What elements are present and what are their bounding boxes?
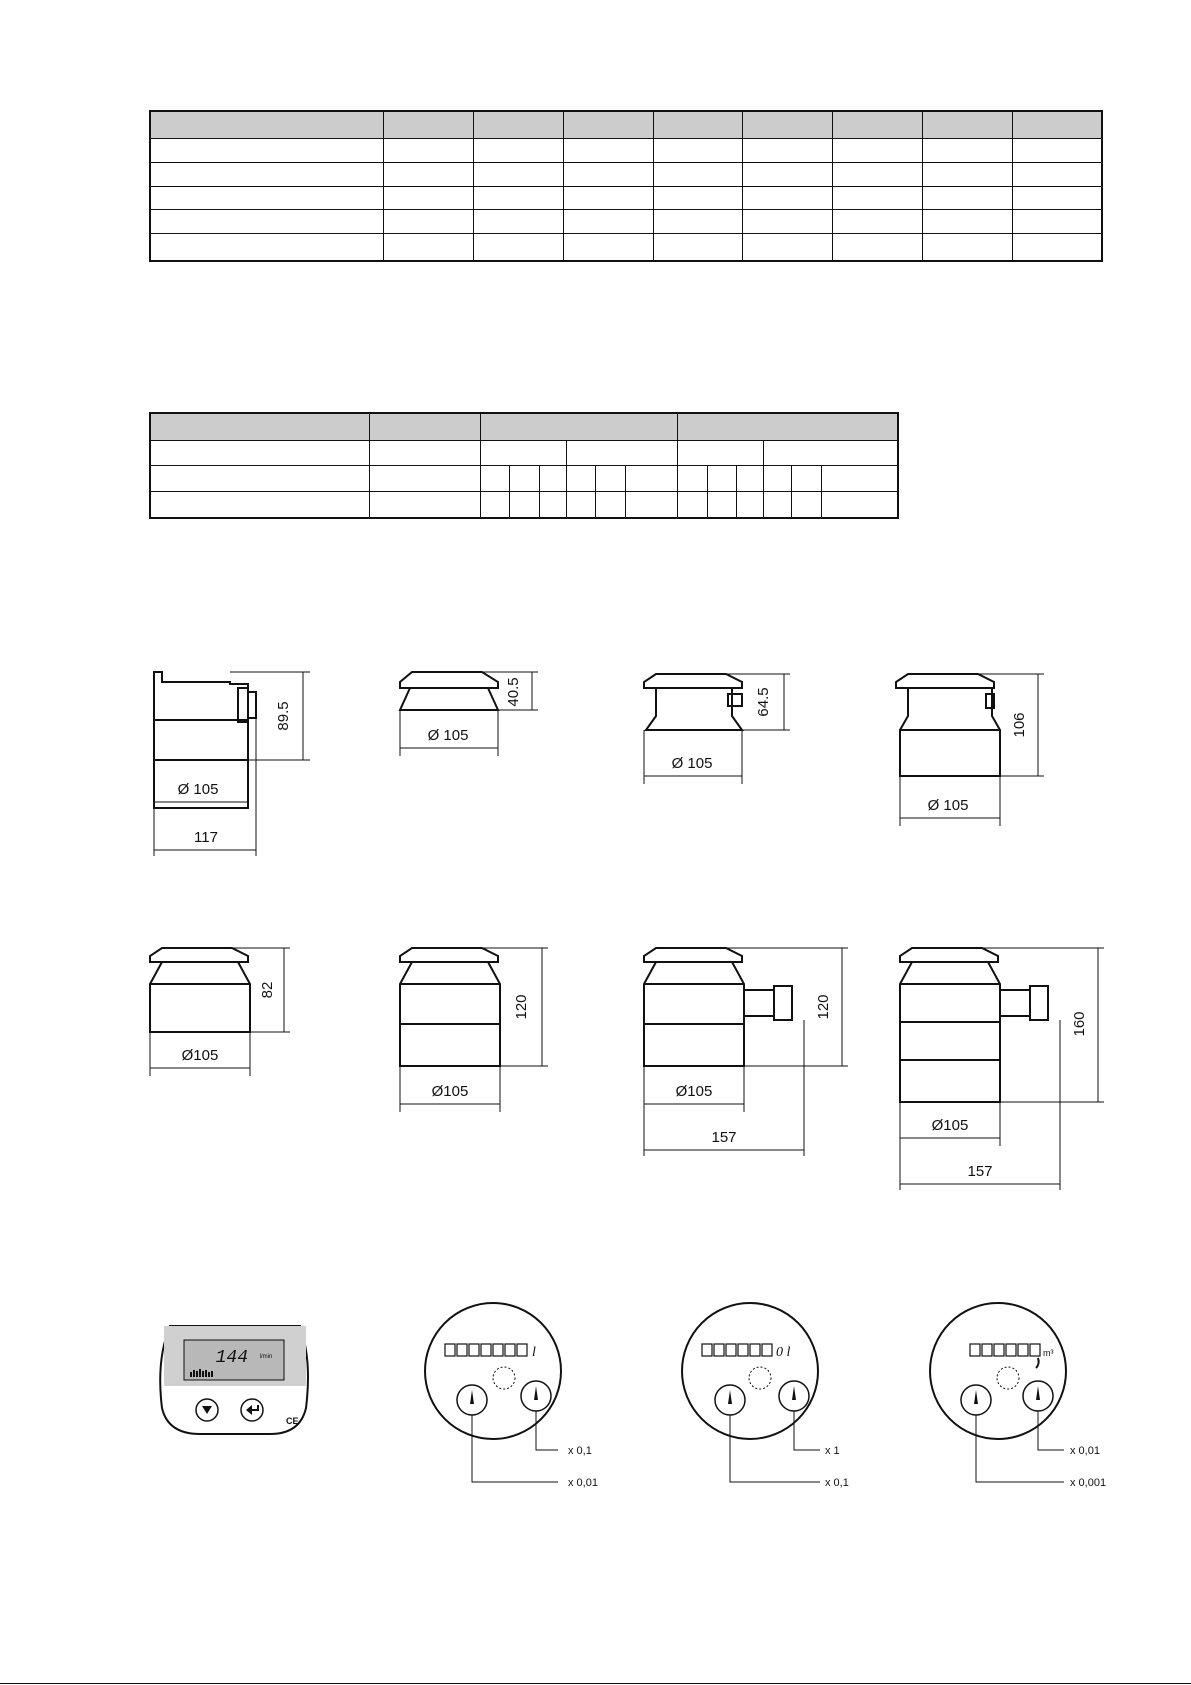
- lcd-display-drawing: [150, 1320, 320, 1440]
- dial-display-3: [926, 1296, 1126, 1496]
- ce-mark: CE: [286, 1416, 299, 1426]
- dim-6-diameter: Ø105: [431, 1083, 469, 1100]
- dim-1-diameter: Ø 105: [177, 781, 219, 798]
- dial-1-unit: l: [532, 1345, 536, 1360]
- dimension-drawing-7: [634, 934, 854, 1164]
- dim-2-height: 40.5: [505, 677, 522, 707]
- dial-display-2: [680, 1296, 880, 1496]
- dim-5-diameter: Ø105: [181, 1047, 219, 1064]
- dimension-drawing-2: [390, 660, 590, 790]
- dial-3-unit: m³: [1043, 1348, 1054, 1358]
- dim-3-height: 64.5: [755, 687, 772, 717]
- dimension-drawing-1: [140, 660, 340, 860]
- dim-4-diameter: Ø 105: [927, 797, 969, 814]
- dimension-drawing-4: [886, 660, 1086, 830]
- dimension-drawing-5: [140, 934, 340, 1084]
- dial-3-small-left: x 0,001: [1070, 1477, 1107, 1489]
- lcd-unit: l/min: [259, 1354, 273, 1360]
- dim-8-width: 157: [967, 1163, 993, 1180]
- bottom-rule: [0, 1683, 1191, 1684]
- dim-2-diameter: Ø 105: [427, 727, 469, 744]
- dim-7-height: 120: [815, 994, 832, 1020]
- dim-1-width: 117: [194, 829, 218, 846]
- dim-7-diameter: Ø105: [675, 1083, 713, 1100]
- spec-table-1-header: [151, 112, 1101, 138]
- dial-1-small-right: x 0,1: [568, 1445, 592, 1457]
- dial-3-small-right: x 0,01: [1070, 1445, 1100, 1457]
- dim-3-diameter: Ø 105: [671, 755, 713, 772]
- dim-8-diameter: Ø105: [931, 1117, 969, 1134]
- dim-7-width: 157: [711, 1129, 737, 1146]
- dimension-drawing-3: [634, 660, 834, 800]
- dimension-drawing-8: [890, 934, 1110, 1194]
- dimension-drawing-6: [390, 934, 590, 1114]
- dim-4-height: 106: [1011, 712, 1028, 738]
- dim-1-height: 89.5: [275, 701, 292, 731]
- dim-6-height: 120: [513, 994, 530, 1020]
- dial-2-small-right: x 1: [825, 1445, 840, 1457]
- spec-table-2-header: [151, 414, 897, 440]
- dial-1-small-left: x 0,01: [568, 1477, 598, 1489]
- spec-table-2: [149, 412, 899, 519]
- dial-display-1: [420, 1296, 620, 1496]
- lcd-reading: 144: [215, 1348, 248, 1368]
- dim-5-height: 82: [259, 981, 276, 999]
- dial-2-small-left: x 0,1: [825, 1477, 849, 1489]
- spec-table-1: [149, 110, 1103, 262]
- dial-2-unit: 0 l: [776, 1345, 791, 1360]
- dim-8-height: 160: [1071, 1011, 1088, 1037]
